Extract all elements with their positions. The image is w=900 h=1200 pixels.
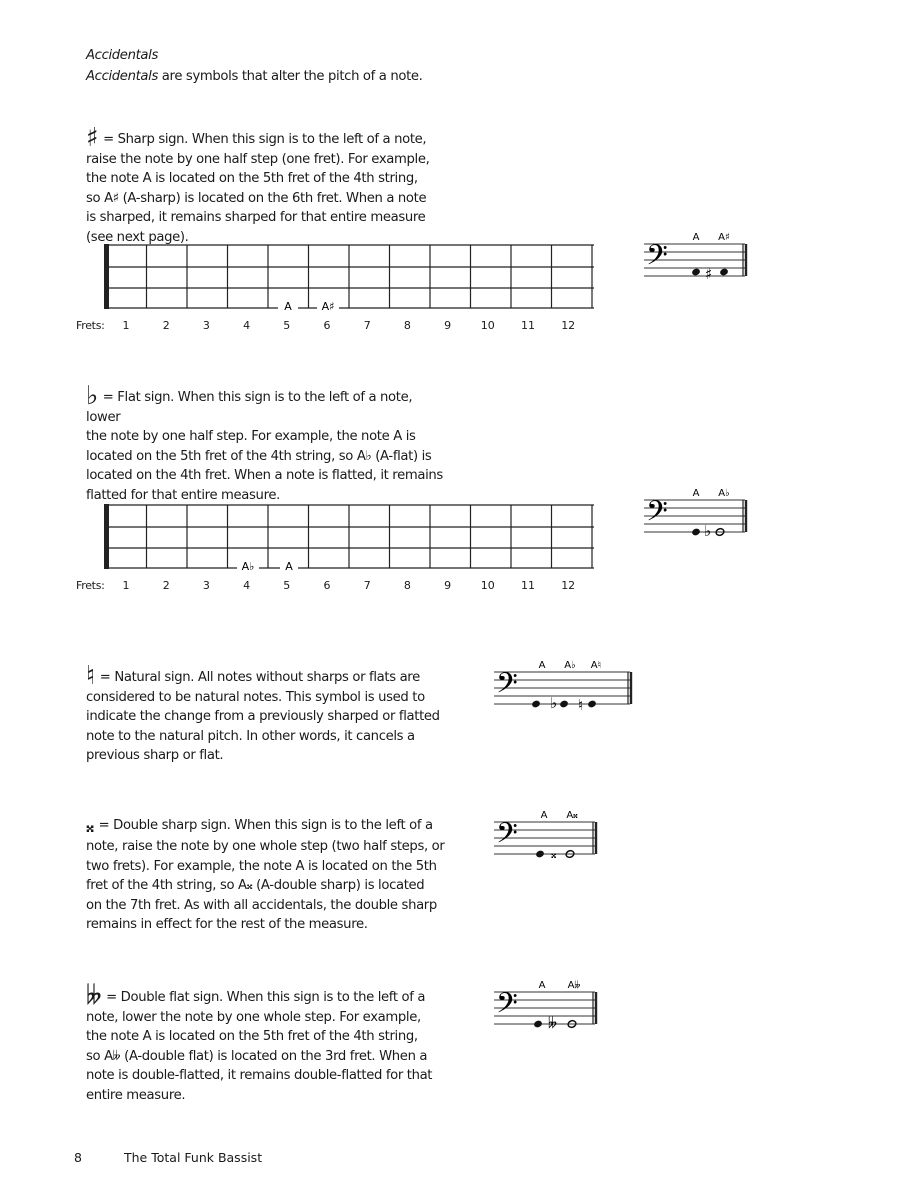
sharp-line: is sharped, it remains sharped for that entire measure bbox=[86, 210, 426, 225]
fret-number: 4 bbox=[243, 319, 251, 332]
staff-note-label: A bbox=[540, 810, 548, 821]
fret-number: 9 bbox=[444, 579, 452, 592]
double-sharp-paragraph bbox=[86, 816, 446, 935]
sharp-line: so A♯ (A-sharp) is located on the 6th fret. When a note bbox=[86, 190, 427, 206]
fret-number: 6 bbox=[323, 319, 331, 332]
fret-number: 11 bbox=[521, 579, 535, 592]
flat-line: the note by one half step. For example, the note A is bbox=[86, 429, 416, 444]
natural-sign-icon: ♮ bbox=[86, 661, 95, 691]
intro-text bbox=[86, 67, 423, 87]
fret-number: 5 bbox=[283, 579, 291, 592]
fret-number: 12 bbox=[561, 579, 576, 592]
double-sharp-line: = Double sharp sign. When this sign is to the left of a bbox=[98, 818, 433, 833]
fret-number: 2 bbox=[162, 579, 170, 592]
double-sharp-sign-icon: 𝄪 bbox=[86, 816, 94, 837]
natural-line: note to the natural pitch. In other words, it cancels a bbox=[86, 728, 415, 744]
fret-number: 10 bbox=[480, 319, 495, 332]
natural-sign-icon: ♮ bbox=[578, 696, 584, 714]
double-flat-line: the note A is located on the 5th fret of the 4th string, bbox=[86, 1029, 418, 1044]
flat-line: located on the 5th fret of the 4th string, so A♭ (A-flat) is bbox=[86, 448, 432, 464]
sharp-paragraph bbox=[86, 123, 446, 247]
note-head bbox=[587, 700, 597, 709]
sharp-line: raise the note by one half step (one fret). For example, bbox=[86, 151, 430, 167]
flat-line: flatted for that entire measure. bbox=[86, 487, 280, 503]
double-flat-paragraph bbox=[86, 981, 446, 1105]
fret-number: 3 bbox=[202, 579, 210, 592]
staff-note-label: A♯ bbox=[718, 232, 730, 243]
staff-note-label: A bbox=[692, 232, 700, 243]
double-flat-sign-icon: 𝄫 bbox=[86, 981, 102, 1011]
frets-label: Frets: bbox=[76, 579, 105, 592]
sharp-line: the note A is located on the 5th fret of the 4th string, bbox=[86, 171, 418, 186]
double-flat-staff bbox=[490, 976, 605, 1038]
flat-sign-icon: ♭ bbox=[86, 381, 98, 411]
fret-number: 12 bbox=[561, 319, 576, 332]
natural-paragraph bbox=[86, 661, 446, 766]
fret-number: 5 bbox=[283, 319, 291, 332]
sharp-line: (see next page). bbox=[86, 229, 189, 245]
double-flat-line: entire measure. bbox=[86, 1087, 186, 1103]
double-sharp-line: note, raise the note by one whole step (two half steps, or bbox=[86, 839, 445, 854]
sharp-line: = Sharp sign. When this sign is to the left of a note, bbox=[103, 132, 427, 147]
fret-number: 4 bbox=[243, 579, 251, 592]
fret-note-label: A♯ bbox=[321, 300, 335, 313]
fret-number: 8 bbox=[403, 319, 411, 332]
flat-line: located on the 4th fret. When a note is flatted, it remains bbox=[86, 468, 443, 483]
frets-label: Frets: bbox=[76, 319, 105, 332]
staff-note-label: A bbox=[538, 980, 546, 991]
fret-number: 7 bbox=[363, 319, 371, 332]
sharp-staff bbox=[640, 228, 755, 290]
fret-note-label: A bbox=[285, 560, 293, 573]
bass-clef-icon: 𝄢 bbox=[496, 987, 518, 1027]
staff-note-label: A♮ bbox=[590, 660, 602, 671]
natural-line: = Natural sign. All notes without sharps or flats are bbox=[99, 670, 420, 685]
staff-note-label: A bbox=[538, 660, 546, 671]
double-sharp-staff bbox=[490, 806, 605, 868]
sharp-sign-icon: ♯ bbox=[86, 123, 99, 153]
fret-note-label: A♭ bbox=[241, 560, 255, 573]
natural-line: indicate the change from a previously sharped or flatted bbox=[86, 709, 440, 724]
note-head bbox=[691, 268, 701, 277]
note-head bbox=[533, 1020, 543, 1029]
staff-note-label: A♭ bbox=[564, 660, 576, 671]
bass-clef-icon: 𝄢 bbox=[646, 239, 668, 279]
note-head bbox=[691, 528, 701, 537]
note-head bbox=[531, 700, 541, 709]
intro-rest: are symbols that alter the pitch of a note. bbox=[157, 69, 423, 84]
fret-number: 3 bbox=[202, 319, 210, 332]
bass-clef-icon: 𝄢 bbox=[646, 495, 668, 535]
staff-note-label: A bbox=[692, 488, 700, 499]
double-flat-line: so A𝄫 (A-double flat) is located on the 3rd fret. When a bbox=[86, 1048, 428, 1064]
flat-staff bbox=[640, 484, 755, 546]
double-sharp-line: remains in effect for the rest of the measure. bbox=[86, 917, 368, 932]
book-title: The Total Funk Bassist bbox=[124, 1150, 263, 1165]
bass-clef-icon: 𝄢 bbox=[496, 667, 518, 707]
double-flat-line: note is double-flatted, it remains double-flatted for that bbox=[86, 1068, 433, 1083]
fret-number: 11 bbox=[521, 319, 535, 332]
flat-paragraph bbox=[86, 381, 446, 505]
natural-staff bbox=[490, 656, 640, 718]
fret-note-label: A bbox=[284, 300, 292, 313]
double-flat-sign-icon: 𝄫 bbox=[548, 1014, 558, 1032]
sharp-sign-icon: ♯ bbox=[705, 265, 713, 283]
fret-number: 1 bbox=[122, 319, 130, 332]
double-flat-line: note, lower the note by one whole step. For example, bbox=[86, 1009, 421, 1025]
staff-note-label: A𝄫 bbox=[567, 980, 581, 991]
fret-number: 1 bbox=[122, 579, 130, 592]
natural-line: considered to be natural notes. This symbol is used to bbox=[86, 689, 425, 705]
flat-fretboard bbox=[100, 500, 600, 575]
sharp-fretboard bbox=[100, 240, 600, 315]
fret-number: 10 bbox=[480, 579, 495, 592]
double-flat-line: = Double flat sign. When this sign is to the left of a bbox=[106, 990, 426, 1005]
staff-note-label: A𝄪 bbox=[566, 810, 578, 821]
fret-number: 8 bbox=[403, 579, 411, 592]
note-head bbox=[559, 700, 569, 709]
staff-note-label: A♭ bbox=[718, 488, 730, 499]
fret-number: 2 bbox=[162, 319, 170, 332]
double-sharp-line: two frets). For example, the note A is located on the 5th bbox=[86, 858, 437, 874]
flat-line: = Flat sign. When this sign is to the left of a note, lower bbox=[86, 390, 413, 425]
bass-clef-icon: 𝄢 bbox=[496, 817, 518, 857]
flat-sign-icon: ♭ bbox=[550, 694, 558, 712]
fret-number: 6 bbox=[323, 579, 331, 592]
double-sharp-line: on the 7th fret. As with all accidentals, the double sharp bbox=[86, 897, 437, 913]
section-heading: Accidentals bbox=[86, 48, 158, 63]
double-sharp-line: fret of the 4th string, so A𝄪 (A-double sharp) is located bbox=[86, 878, 425, 893]
intro-term: Accidentals bbox=[86, 69, 158, 84]
note-head bbox=[719, 268, 729, 277]
fret-number: 9 bbox=[444, 319, 452, 332]
fret-number: 7 bbox=[363, 579, 371, 592]
natural-line: previous sharp or flat. bbox=[86, 748, 224, 763]
note-head bbox=[535, 850, 545, 859]
double-sharp-sign-icon: 𝄪 bbox=[551, 847, 557, 861]
flat-sign-icon: ♭ bbox=[704, 522, 712, 540]
page-number: 8 bbox=[74, 1150, 82, 1165]
